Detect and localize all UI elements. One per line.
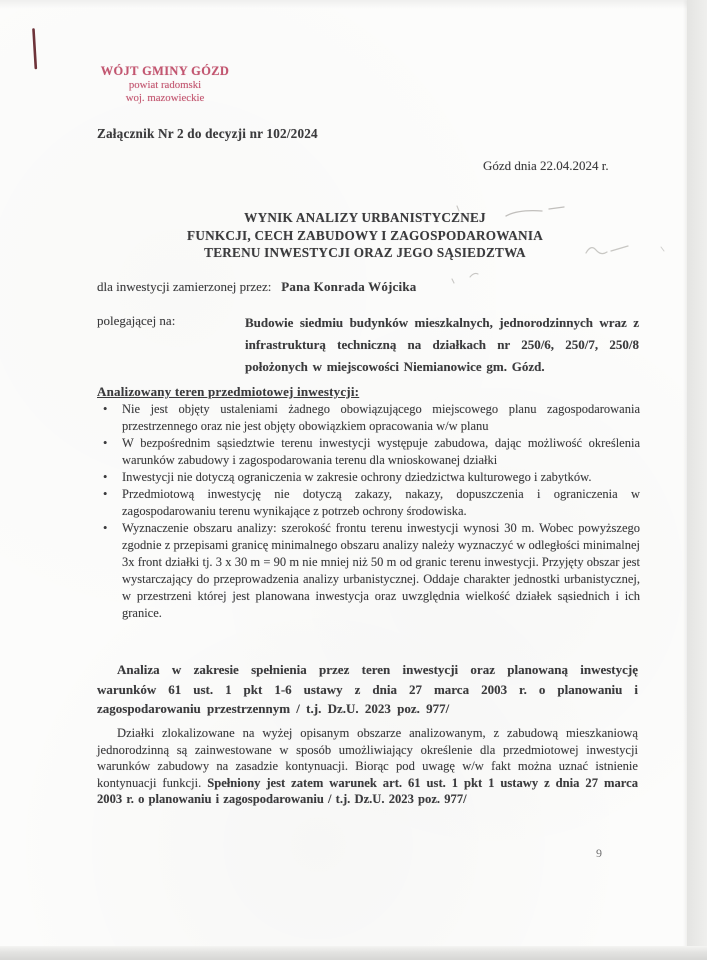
analysis-bullet-list [97,401,640,622]
stamp-county: powiat radomski [128,79,202,92]
bullet-neighbouring-development: • W bezpośrednim sąsiedztwie terenu inwestycji występuje zabudowa, dając możliwość określenia warunków zabudowy i zagospodarowania terenu dla wnioskowanej działki [97,435,640,469]
title-line-3: TERENU INWESTYCJI ORAZ JEGO SĄSIEDZTWA [204,245,526,260]
title-line-1: WYNIK ANALIZY URBANISTYCZNEJ [244,210,486,225]
scope-description: Budowie siedmiu budynków mieszkalnych, jednorodzinnych wraz z infrastrukturą techniczną na działkach nr 250/6, 250/7, 250/8 położonych w miejscowości Niemianowice gm. Gózd. [245,315,639,374]
title-line-2: FUNKCJI, CECH ZABUDOWY I ZAGOSPODAROWANIA [187,227,543,243]
document-title [85,209,645,262]
municipal-stamp [96,64,234,105]
investor-label: dla inwestycji zamierzonej przez: [97,279,272,294]
conclusion-statute-bold: Spełniony jest zatem warunek art. 61 ust. 1 pkt 1 ustawy z dnia 27 marca 2003 r. o planowaniu i zagospodarowaniu / t.j. Dz.U. 2023 poz. 977/ [97,775,639,807]
conclusion-paragraph [97,725,638,808]
investor-name: Pana Konrada Wójcika [281,279,417,294]
page-number: 9 [596,846,602,860]
pencil-tick-2 [661,247,664,251]
red-pen-stroke [34,30,36,69]
scan-edge-bottom [0,946,707,960]
bullet-environmental-protection: • Przedmiotową inwestycję nie dotyczą zakazy, nakazy, dopuszczenia i ograniczenia w zagospodarowaniu terenu wynikające z potrzeb ochrony środowiska. [97,486,640,520]
scan-edge-top [0,0,707,9]
bullet-analysis-area: • Wyznaczenie obszaru analizy: szerokość frontu terenu inwestycji wynosi 30 m. Wobec powyższego zgodnie z przepisami granicę minimalnego obszaru analizy należy wyznaczyć w odległości minimalnej 3x front działki tj. 3 x 30 m = 90 m nie mniej niż 50 m od granic terenu inwestycji. Przyjęty obszar jest wystarczający do przeprowadzenia analizy urbanistycznej. Oddaje charakter jednostki urbanistycznej, w przestrzeni której jest planowana inwestycja oraz uwzględnia wielkość działek sąsiednich i ich granice. [97,520,640,622]
statute-analysis-paragraph: Analiza w zakresie spełnienia przez teren inwestycji oraz planowaną inwestycję warunków 61 ust. 1 pkt 1-6 ustawy z dnia 27 marca 2003 r. o planowaniu i zagospodarowaniu przestrzennym / t.j. Dz.U. 2023 poz. 977/ [97,662,638,716]
place-date-line: Gózd dnia 22.04.2024 r. [483,158,609,173]
bullet-heritage-protection: • Inwestycji nie dotyczą ograniczenia w zakresie ochrony dziedzictwa kulturowego i zabytków. [97,469,640,486]
stamp-authority: WÓJT GMINY GÓZD [100,64,230,78]
scope-label: polegającej na: [97,313,176,328]
scan-edge-right [687,0,707,960]
investor-row [97,279,638,295]
conclusion-text: Działki zlokalizowane na wyżej opisanym obszarze analizowanym, z zabudową mieszkaniową jednorodzinną są zainwestowane w sposób umożliwiający określenie dla przedmiotowej inwestycji warunków zabudowy na zasadzie kontynuacji. Biorąc pod uwagę w/w fakt można uznać istnienie kontynuacji funkcji. [97,726,638,790]
attachment-number-line: Załącznik Nr 2 do decyzji nr 102/2024 [97,126,318,141]
bullet-no-local-plan: • Nie jest objęty ustaleniami żadnego obowiązującego miejscowego planu zagospodarowania przestrzennego oraz nie jest objęty obowiązkiem opracowania w/w planu [97,401,640,435]
analysis-section-heading: Analizowany teren przedmiotowej inwestycji: [97,384,360,399]
stamp-voivodeship: woj. mazowieckie [125,92,205,105]
